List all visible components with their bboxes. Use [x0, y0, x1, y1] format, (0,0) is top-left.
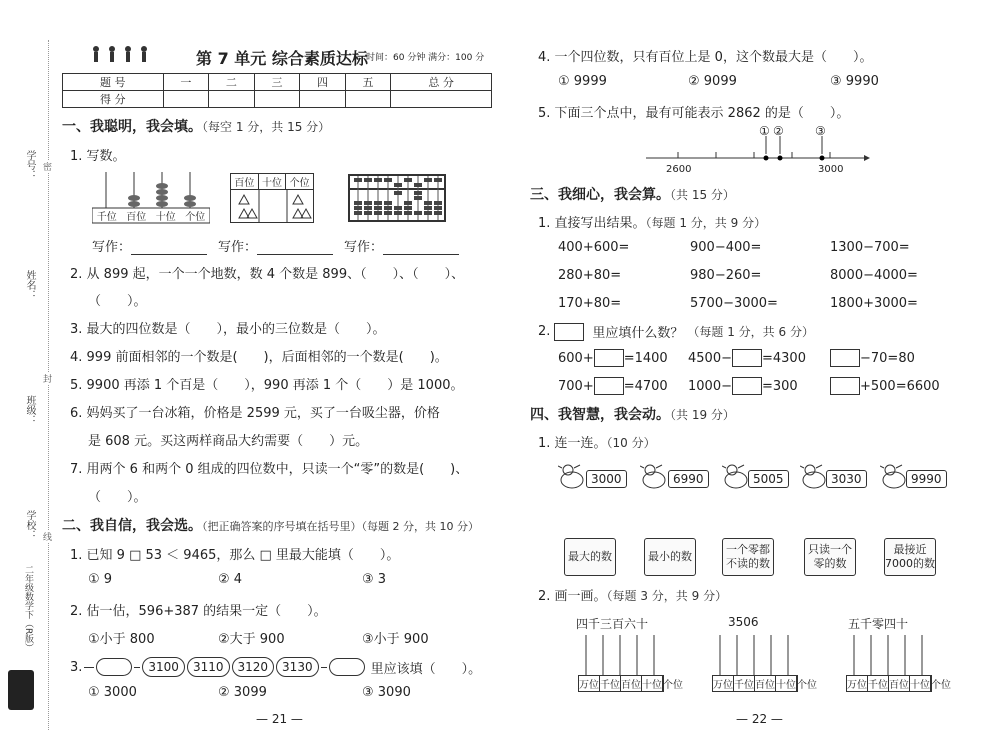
choice-option[interactable]: ①小于 800: [88, 632, 155, 647]
answer-box[interactable]: [830, 349, 860, 367]
choice-1-question: 1. 已知 9 □ 53 ＜ 9465，那么 □ 里最大能填（ ）。: [70, 548, 400, 563]
place-value-table: [230, 173, 314, 223]
fill-box-item: [830, 377, 940, 395]
calc-item: 1800+3000=: [830, 296, 918, 311]
choice-option[interactable]: ① 9999: [558, 74, 607, 89]
page-number: — 21 —: [256, 712, 303, 726]
number-sign[interactable]: 6990: [668, 470, 709, 488]
question-5: 5. 9900 再添 1 个百是（ ），990 再添 1 个（ ）是 1000。: [70, 378, 464, 393]
score-header-cell: 二: [209, 74, 255, 91]
score-table: [62, 73, 492, 108]
answer-blank[interactable]: [131, 243, 207, 255]
suanpan-icon: [348, 174, 446, 222]
place-label: 千位: [96, 212, 117, 223]
place-cell: 十位: [910, 676, 931, 691]
score-cell[interactable]: [391, 91, 492, 108]
bird-icon: [880, 462, 908, 492]
class-label: 班级：: [24, 395, 35, 425]
bird-icon: [558, 462, 586, 492]
section-note: （共 15 分）: [670, 188, 735, 202]
choice-3-question: [70, 657, 481, 677]
write-answer-3: [344, 236, 459, 255]
number-sign[interactable]: 3000: [586, 470, 627, 488]
expr-part: 700+: [558, 378, 594, 394]
card-text: 最小的数: [648, 550, 692, 563]
question-4: 4. 999 前面相邻的一个数是( )，后面相邻的一个数是( )。: [70, 350, 448, 365]
expr-part: =4700: [623, 378, 668, 394]
answer-blank[interactable]: [257, 243, 333, 255]
place-label: 个位: [185, 212, 206, 223]
calc-item: 980−260=: [690, 268, 762, 283]
cut-line: [48, 40, 49, 730]
card-text: 不读的数: [726, 557, 770, 570]
fill-box-item: [558, 349, 668, 367]
draw-heading: [538, 585, 727, 604]
score-row-label: 得 分: [63, 91, 164, 108]
section-3-heading: [530, 184, 735, 204]
point-marker: ①: [759, 124, 770, 138]
question-7-line2: （ ）。: [88, 490, 147, 505]
calc-item: 8000−4000=: [830, 268, 918, 283]
match-card[interactable]: [564, 538, 616, 576]
fill-box-item: [688, 377, 798, 395]
choice-option[interactable]: ① 3000: [88, 685, 137, 700]
school-label: 学校：: [24, 510, 35, 540]
calc-item: 1300−700=: [830, 240, 910, 255]
number-line-end: 3000: [818, 164, 844, 175]
place-cell: 百位: [621, 676, 642, 691]
card-text: 只读一个: [808, 543, 852, 556]
place-cell: 百位: [889, 676, 910, 691]
calc-1-heading: [538, 212, 766, 231]
place-header: 个位: [289, 178, 310, 189]
section-title: 四、我智慧，我会动。: [530, 407, 670, 423]
section-2-heading: [62, 515, 479, 535]
counting-rods-icon: [712, 635, 798, 675]
calc-item: 5700−3000=: [690, 296, 778, 311]
write-answer-2: [218, 236, 333, 255]
place-cell: 万位: [713, 676, 734, 691]
calc-item: 400+600=: [558, 240, 630, 255]
expr-part: 600+: [558, 350, 594, 366]
answer-box[interactable]: [594, 349, 624, 367]
choice-option[interactable]: ③小于 900: [362, 632, 429, 647]
counting-rods-icon: [578, 635, 664, 675]
section-note: （共 19 分）: [670, 408, 735, 422]
brand-logo-icon: [8, 670, 34, 710]
triangle-counters-icon: [231, 190, 315, 222]
sequence-blank[interactable]: [96, 658, 132, 676]
section-4-heading: [530, 404, 735, 424]
place-header: 十位: [259, 174, 287, 189]
choice-option[interactable]: ② 3099: [218, 685, 267, 700]
number-sign[interactable]: 9990: [906, 470, 947, 488]
exam-meta: 时间：60 分钟 满分：100 分: [366, 53, 485, 63]
counting-rods-icon: [846, 635, 932, 675]
choice-option[interactable]: ② 9099: [688, 74, 737, 89]
choice-option[interactable]: ③ 9990: [830, 74, 879, 89]
point-marker: ③: [815, 124, 826, 138]
draw-label: 五千零四十: [848, 617, 909, 631]
match-card[interactable]: [722, 538, 774, 576]
point-marker: ②: [773, 124, 784, 138]
expr-part: −70=80: [860, 350, 915, 366]
place-label: 十位: [155, 212, 176, 223]
question-3: 3. 最大的四位数是（ ），最小的三位数是（ ）。: [70, 322, 386, 337]
abacus-labels: [92, 208, 210, 223]
answer-box[interactable]: [732, 377, 762, 395]
answer-box[interactable]: [594, 377, 624, 395]
student-name-label: 姓名：: [24, 270, 35, 300]
write-label: 写作：: [92, 240, 132, 255]
sequence-number: 3100: [142, 657, 185, 677]
page-number: — 22 —: [736, 712, 783, 726]
answer-box[interactable]: [830, 377, 860, 395]
expr-part: =1400: [623, 350, 668, 366]
counting-frame[interactable]: [578, 635, 683, 692]
sequence-target-oval: [329, 658, 365, 676]
choice-2-question: 2. 估一估，596+387 的结果一定（ ）。: [70, 604, 327, 619]
match-card[interactable]: [804, 538, 856, 576]
subsection-title: 里应填什么数？: [592, 326, 684, 341]
expr-part: =4300: [761, 350, 806, 366]
place-cell: 千位: [734, 676, 755, 691]
subsection-note: （每题 3 分，共 9 分）: [606, 589, 728, 603]
score-header-cell: 四: [300, 74, 346, 91]
subsection-title: 1. 直接写出结果。: [538, 216, 646, 231]
expr-part: +500=6600: [860, 378, 940, 394]
fill-box-item: [688, 349, 806, 367]
choice-4-question: 4. 一个四位数，只有百位上是 0，这个数最大是（ ）。: [538, 50, 873, 65]
score-cell[interactable]: [163, 91, 209, 108]
cut-mark-line: 线: [43, 530, 52, 543]
question-7-line1: 7. 用两个 6 和两个 0 组成的四位数中，只读一个“零”的数是( )、: [70, 462, 469, 477]
score-header-cell: 一: [163, 74, 209, 91]
place-cell: 个位: [931, 680, 951, 691]
connector: [134, 667, 140, 668]
match-card[interactable]: [644, 538, 696, 576]
card-text: 7000的数: [885, 557, 935, 570]
score-cell[interactable]: [254, 91, 300, 108]
choice-option[interactable]: ① 9: [88, 572, 113, 587]
score-cell[interactable]: [345, 91, 391, 108]
counting-frame[interactable]: [846, 635, 951, 692]
choice-option[interactable]: ② 4: [218, 572, 243, 587]
place-row: [846, 675, 951, 692]
score-header-cell: 题 号: [63, 74, 164, 91]
place-cell: 个位: [797, 680, 817, 691]
expr-part: 4500−: [688, 350, 732, 366]
answer-blank[interactable]: [383, 243, 459, 255]
score-cell[interactable]: [209, 91, 255, 108]
subsection-note: （每题 1 分，共 6 分）: [687, 325, 814, 339]
card-text: 最接近: [893, 543, 927, 556]
number-line-start: 2600: [666, 164, 692, 175]
sequence-number: 3130: [276, 657, 319, 677]
section-1-heading: [62, 116, 330, 136]
score-header-cell: 三: [254, 74, 300, 91]
connector: [321, 667, 327, 668]
answer-box-sample: [554, 323, 584, 341]
section-note: （每空 1 分，共 15 分）: [202, 120, 331, 134]
cut-mark-close: 封: [43, 372, 52, 385]
question-1: 1. 写数。: [70, 149, 126, 164]
place-row: [578, 675, 683, 692]
number-sign[interactable]: 3030: [826, 470, 867, 488]
calc-item: 900−400=: [690, 240, 762, 255]
card-text: 零的数: [813, 557, 847, 570]
fill-box-item: [830, 349, 915, 367]
calc-2-heading: [538, 322, 814, 341]
place-cell: 万位: [847, 676, 868, 691]
match-heading: [538, 432, 656, 451]
place-header: 百位: [231, 174, 259, 189]
page-title: 第 7 单元 综合素质达标: [196, 49, 368, 68]
question-number: 3.: [70, 659, 83, 675]
connector: [84, 667, 94, 668]
answer-box[interactable]: [732, 349, 762, 367]
choice-option[interactable]: ③ 3: [362, 572, 387, 587]
expr-part: 1000−: [688, 378, 732, 394]
write-label: 写作：: [344, 240, 384, 255]
place-cell: 百位: [755, 676, 776, 691]
place-cell: 个位: [663, 680, 683, 691]
expr-part: =300: [761, 378, 798, 394]
fill-box-item: [558, 377, 668, 395]
section-title: 一、我聪明，我会填。: [62, 119, 202, 135]
kids-figures-icon: [88, 44, 158, 70]
draw-label: 四千三百六十: [576, 617, 649, 631]
student-id-label: 学号：: [24, 150, 35, 180]
card-text: 最大的数: [568, 550, 612, 563]
score-cell[interactable]: [300, 91, 346, 108]
subsection-note: （每题 1 分，共 9 分）: [645, 216, 767, 230]
place-cell: 千位: [600, 676, 621, 691]
subsection-note: （10 分）: [606, 436, 656, 450]
write-answer-1: [92, 236, 207, 255]
choice-5-question: 5. 下面三个点中，最有可能表示 2862 的是（ ）。: [538, 106, 850, 121]
place-cell: 十位: [776, 676, 797, 691]
sequence-number: 3110: [187, 657, 230, 677]
section-note: （把正确答案的序号填在括号里）（每题 2 分，共 10 分）: [202, 520, 479, 533]
question-tail: 里应该填（ ）。: [370, 661, 482, 677]
binding-margin: [0, 0, 56, 754]
score-header-cell: 总 分: [391, 74, 492, 91]
book-label: 二年级数学下（R版）: [23, 565, 33, 653]
subsection-title: 1. 连一连。: [538, 436, 607, 451]
place-cell: 千位: [868, 676, 889, 691]
question-6-line1: 6. 妈妈买了一台冰箱，价格是 2599 元，买了一台吸尘器，价格: [70, 406, 440, 421]
score-header-cell: 五: [345, 74, 391, 91]
number-sign[interactable]: 5005: [748, 470, 789, 488]
sequence-number: 3120: [232, 657, 275, 677]
write-label: 写作：: [218, 240, 258, 255]
place-label: 百位: [126, 212, 147, 223]
section-title: 三、我细心，我会算。: [530, 187, 670, 203]
card-text: 一个零都: [726, 543, 770, 556]
bird-icon: [640, 462, 668, 492]
place-cell: 万位: [579, 676, 600, 691]
question-number: 2.: [538, 324, 551, 339]
calc-item: 280+80=: [558, 268, 622, 283]
cut-mark-seal: 密: [43, 160, 52, 173]
question-2-line2: （ ）。: [88, 294, 147, 309]
draw-label: 3506: [728, 615, 759, 629]
section-title: 二、我自信，我会选。: [62, 518, 202, 534]
place-row: [712, 675, 817, 692]
number-line: [640, 122, 870, 162]
choice-option[interactable]: ②大于 900: [218, 632, 285, 647]
subsection-title: 2. 画一画。: [538, 589, 607, 604]
bird-icon: [800, 462, 828, 492]
question-6-line2: 是 608 元。买这两样商品大约需要（ ）元。: [88, 434, 369, 449]
bird-icon: [722, 462, 750, 492]
match-card[interactable]: [884, 538, 936, 576]
place-cell: 十位: [642, 676, 663, 691]
counting-frame[interactable]: [712, 635, 817, 692]
right-page: [500, 0, 1000, 754]
calc-item: 170+80=: [558, 296, 622, 311]
question-2-line1: 2. 从 899 起，一个一个地数，数 4 个数是 899、（ ）、（ ）、: [70, 267, 465, 282]
choice-option[interactable]: ③ 3090: [362, 685, 411, 700]
